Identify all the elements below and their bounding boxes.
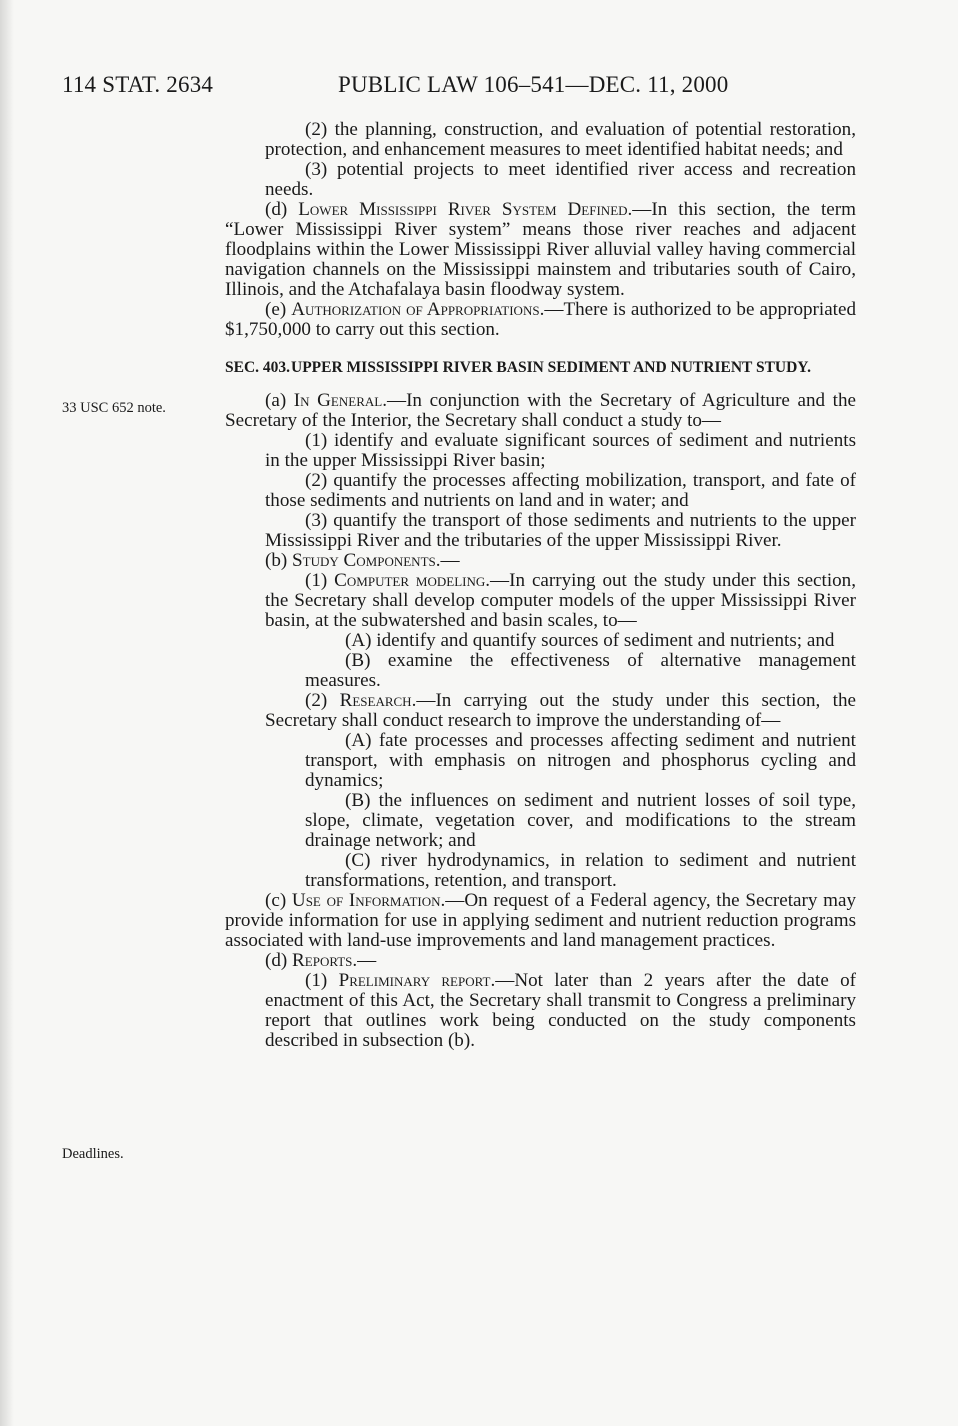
- paragraph-b1-text: .—In carrying out the study under this section, the Secretary shall develop computer models of the upper Mississippi River basin, at the subwatershed and basin scales, to—: [265, 570, 856, 631]
- subsection-d-reports-heading: Reports: [292, 950, 353, 971]
- subsection-d-heading: Lower Mississippi River System Defined: [298, 199, 628, 220]
- subsection-a-label: (a): [265, 390, 294, 411]
- subparagraph-b2C: (C) river hydrodynamics, in relation to sediment and nutrient transformations, retention, and transport.: [305, 850, 856, 891]
- subsection-c: [225, 891, 856, 951]
- section-number: SEC. 403.: [225, 359, 291, 376]
- subsection-a: [225, 391, 856, 431]
- paragraph-d1-heading: Preliminary report: [338, 970, 491, 991]
- paragraph-b2: [225, 691, 856, 731]
- subsection-a-text: .—In conjunction with the Secretary of Agriculture and the Secretary of the Interior, the Secretary shall conduct a study to—: [225, 390, 856, 431]
- subparagraph-b1A: (A) identify and quantify sources of sediment and nutrients; and: [345, 630, 835, 651]
- subsection-d: [225, 200, 856, 300]
- paragraph-b1-heading: Computer modeling: [334, 570, 486, 591]
- subsection-b-text: .—: [435, 550, 460, 571]
- subsection-a-heading: In General: [293, 390, 383, 411]
- paragraph-d1-text: .—Not later than 2 years after the date of enactment of this Act, the Secretary shall transmit to Congress a preliminary report that outlines work being conducted on the study components described in subsection (b).: [265, 970, 857, 1051]
- statute-body: [225, 120, 856, 1051]
- subparagraph-b2B: (B) the influences on sediment and nutrient losses of soil type, slope, climate, vegetation cover, and modifications to the stream drainage network; and: [305, 790, 856, 851]
- paragraph-b2-text: .—In carrying out the study under this section, the Secretary shall conduct research to improve the understanding of—: [265, 690, 856, 731]
- paragraph-a1: (1) identify and evaluate significant sources of sediment and nutrients in the upper Mississippi River basin;: [265, 430, 856, 471]
- paragraph-d1: [225, 971, 856, 1051]
- subsection-d-reports-text: .—: [352, 950, 377, 971]
- page-edge-shadow: [0, 0, 14, 1426]
- subsection-b: [225, 551, 856, 571]
- section-title: UPPER MISSISSIPPI RIVER BASIN SEDIMENT AND NUTRIENT STUDY.: [291, 359, 811, 376]
- subparagraph-b1B: (B) examine the effectiveness of alternative management measures.: [305, 650, 856, 691]
- subsection-d-text: .—In this section, the term “Lower Mississippi River system” means those river reaches and adjacent floodplains within the Lower Mississippi River alluvial valley having commercial navigation channels on the Mississippi mainstem and tributaries south of Cairo, Illinois, and the Atchafalaya basin floodway system.: [225, 199, 856, 300]
- subsection-e-label: (e): [265, 299, 292, 320]
- subsection-d-label: (d): [265, 199, 299, 220]
- paragraph-a3: (3) quantify the transport of those sediments and nutrients to the upper Mississippi River and the tributaries of the upper Mississippi River.: [265, 510, 856, 551]
- subsection-b-heading: Study Components: [292, 550, 436, 571]
- subsection-e: [225, 300, 856, 340]
- subsection-d-reports-label: (d): [265, 950, 293, 971]
- section-heading: [225, 358, 856, 377]
- subsection-b-label: (b): [265, 550, 293, 571]
- page-number: 114 STAT. 2634: [62, 72, 214, 97]
- paragraph-b2-label: (2): [305, 690, 340, 711]
- subparagraph-b2A: (A) fate processes and processes affecting sediment and nutrient transport, with emphasis on nitrogen and phosphorus cycling and dynamics;: [305, 730, 856, 791]
- paragraph-c3: (3) potential projects to meet identified river access and recreation needs.: [265, 159, 856, 200]
- margin-note-deadlines: Deadlines.: [62, 1146, 124, 1162]
- subsection-d-reports: [225, 951, 856, 971]
- paragraph-b2-heading: Research: [339, 690, 412, 711]
- subsection-c-label: (c): [265, 890, 292, 911]
- paragraph-d1-label: (1): [305, 970, 339, 991]
- subsection-c-text: .—On request of a Federal agency, the Secretary may provide information for use in applying sediment and nutrient reduction programs associated with land-use improvements and land management practices.: [225, 890, 857, 951]
- margin-note-usc: 33 USC 652 note.: [62, 400, 166, 416]
- paragraph-a2: (2) quantify the processes affecting mobilization, transport, and fate of those sediments and nutrients on land and in water; and: [265, 470, 856, 511]
- paragraph-c2: (2) the planning, construction, and evaluation of potential restoration, protection, and enhancement measures to meet identified habitat needs; and: [265, 119, 856, 160]
- subsection-c-heading: Use of Information: [291, 890, 441, 911]
- paragraph-b1-label: (1): [305, 570, 335, 591]
- paragraph-b1: [225, 571, 856, 631]
- law-citation: PUBLIC LAW 106–541—DEC. 11, 2000: [338, 72, 729, 97]
- subsection-e-heading: Authorization of Appropriations: [291, 299, 540, 320]
- subsection-e-text: .—There is authorized to be appropriated $1,750,000 to carry out this section.: [225, 299, 856, 340]
